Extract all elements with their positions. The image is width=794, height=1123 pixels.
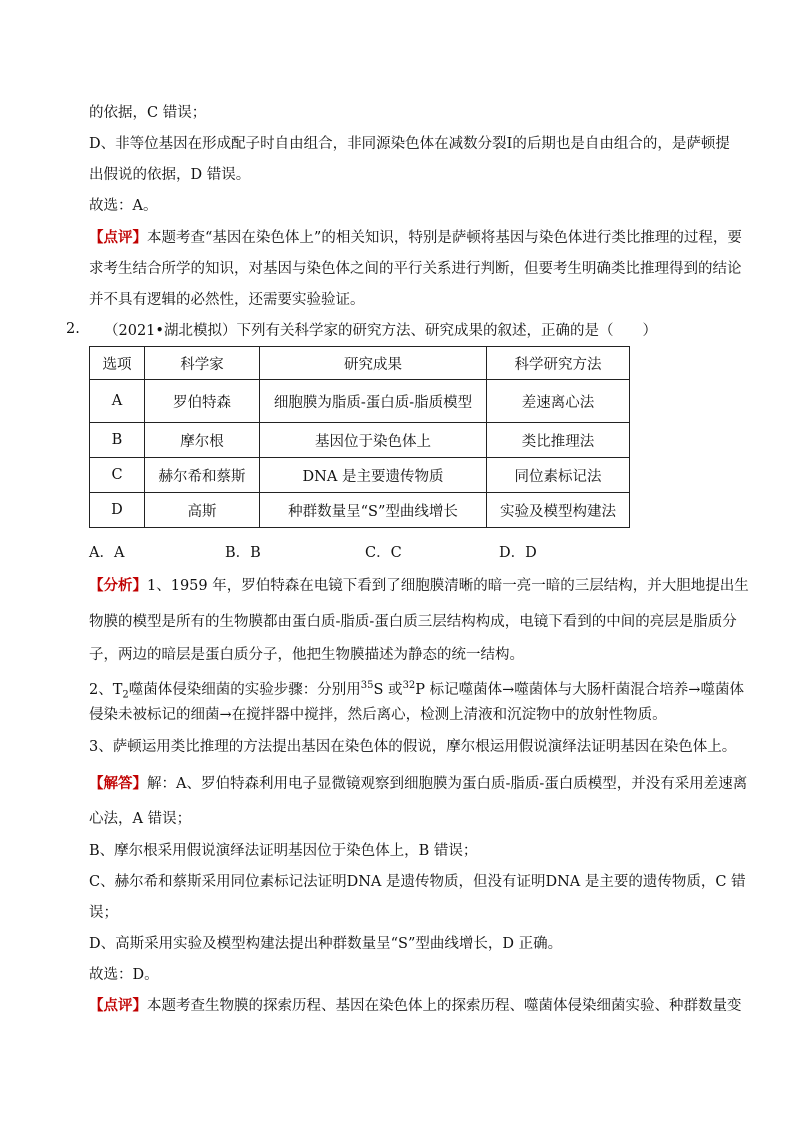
table-cell: 同位素标记法	[487, 458, 630, 493]
table-cell: 基因位于染色体上	[260, 423, 487, 458]
table-cell: D	[90, 493, 145, 528]
table-cell: 实验及模型构建法	[487, 493, 630, 528]
table-cell: C	[90, 458, 145, 493]
table-cell: 细胞膜为脂质-蛋白质-脂质模型	[260, 380, 487, 423]
answer-text: 解：A、罗伯特森利用电子显微镜观察到细胞膜为蛋白质-脂质-蛋白质模型，并没有采用差速离	[147, 776, 748, 792]
analysis-line-5: 侵染未被标记的细菌→在搅拌器中搅拌，然后离心，检测上清液和沉淀物中的放射性物质。	[89, 707, 667, 723]
table-cell: DNA 是主要遗传物质	[260, 458, 487, 493]
review-text: 本题考查生物膜的探索历程、基因在染色体上的探索历程、噬菌体侵染细菌实验、种群数量变	[147, 998, 742, 1014]
analysis-tag: 【分析】	[89, 577, 147, 594]
answer-line-1	[89, 774, 747, 794]
table-header-cell: 研究成果	[260, 347, 487, 380]
table-header-cell: 选项	[90, 347, 145, 380]
prev-line-4: 故选：A。	[89, 198, 158, 214]
table-cell: 高斯	[145, 493, 260, 528]
table-cell: 摩尔根	[145, 423, 260, 458]
review-line-1	[89, 996, 742, 1016]
answer-line-2: 心法，A 错误；	[89, 811, 192, 827]
answer-tag: 【解答】	[89, 775, 147, 792]
table-header-cell: 科学家	[145, 347, 260, 380]
prev-line-3: 出假说的依据，D 错误。	[89, 167, 251, 183]
analysis-line-4: 2、$T_2$噬菌体侵染细菌的实验步骤：分别用$^{35}$S 或$^{32}$P 标记噬菌体→噬菌体与大肠杆菌混合培养→噬菌体	[89, 680, 744, 701]
answer-line-7: 故选：D。	[89, 967, 159, 983]
table-row	[90, 458, 630, 493]
analysis-text: 1、1959 年，罗伯特森在电镜下看到了细胞膜清晰的暗一亮一暗的三层结构，并大胆地提出生	[147, 578, 749, 594]
analysis-line-3: 子，两边的暗层是蛋白质分子，他把生物膜描述为静态的统一结构。	[89, 647, 524, 663]
option-a: A．A	[89, 545, 125, 561]
option-b: B．B	[225, 545, 261, 561]
table-row	[90, 380, 630, 423]
answer-line-4: C、赫尔希和蔡斯采用同位素标记法证明DNA 是遗传物质，但没有证明DNA 是主要的遗传物质，C 错	[89, 874, 746, 890]
answer-line-5: 误；	[89, 905, 118, 921]
prev-review-line-1	[89, 228, 742, 248]
analysis-line-2: 物膜的模型是所有的生物膜都由蛋白质-脂质-蛋白质三层结构构成，电镜下看到的中间的亮层是脂质分	[89, 614, 737, 630]
question-number: 2.	[66, 321, 80, 337]
prev-line-1: 的依据，C 错误；	[89, 105, 207, 121]
table-cell: 类比推理法	[487, 423, 630, 458]
option-c: C．C	[365, 545, 402, 561]
question-stem: （2021•湖北模拟）下列有关科学家的研究方法、研究成果的叙述，正确的是（ ）	[104, 323, 657, 339]
option-d: D．D	[499, 545, 537, 561]
prev-line-2: D、非等位基因在形成配子时自由组合，非同源染色体在减数分裂Ⅰ的后期也是自由组合的，是萨顿提	[89, 136, 730, 152]
answer-line-6: D、高斯采用实验及模型构建法提出种群数量呈“S”型曲线增长，D 正确。	[89, 936, 563, 952]
analysis-line-6: 3、萨顿运用类比推理的方法提出基因在染色体的假说，摩尔根运用假说演绎法证明基因在染色体上。	[89, 739, 737, 755]
prev-review-line-2: 求考生结合所学的知识，对基因与染色体之间的平行关系进行判断，但要考生明确类比推理得到的结论	[89, 261, 742, 277]
table-cell: 种群数量呈“S”型曲线增长	[260, 493, 487, 528]
analysis-line-1	[89, 576, 749, 596]
prev-review-line-3: 并不具有逻辑的必然性，还需要实验验证。	[89, 292, 365, 308]
review-tag: 【点评】	[89, 997, 147, 1014]
table-header-row	[90, 347, 630, 380]
table-cell: B	[90, 423, 145, 458]
table-cell: A	[90, 380, 145, 423]
table-header-cell: 科学研究方法	[487, 347, 630, 380]
question-table	[89, 346, 630, 528]
table-row	[90, 493, 630, 528]
table-cell: 赫尔希和蔡斯	[145, 458, 260, 493]
review-tag: 【点评】	[89, 229, 147, 246]
answer-line-3: B、摩尔根采用假说演绎法证明基因位于染色体上，B 错误；	[89, 843, 478, 859]
prev-review-text: 本题考查“基因在染色体上”的相关知识，特别是萨顿将基因与染色体进行类比推理的过程，要	[147, 230, 742, 246]
table-cell: 罗伯特森	[145, 380, 260, 423]
table-row	[90, 423, 630, 458]
table-cell: 差速离心法	[487, 380, 630, 423]
